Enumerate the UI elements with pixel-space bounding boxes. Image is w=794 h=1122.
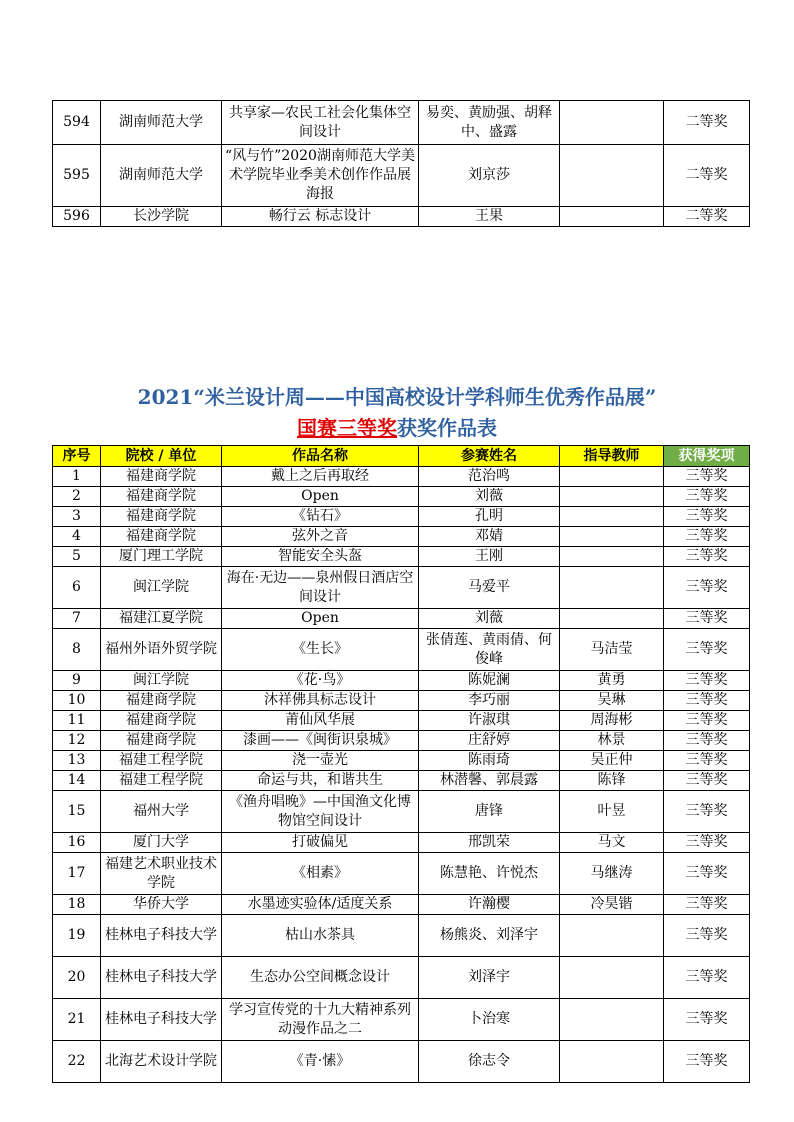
cell-school: 福建艺术职业技术学院 (101, 853, 222, 895)
cell-award: 二等奖 (664, 101, 750, 145)
cell-school: 福建商学院 (101, 487, 222, 507)
table-row (53, 467, 750, 487)
cell-work: 戴上之后再取经 (222, 467, 419, 487)
header-names: 参赛姓名 (419, 446, 560, 467)
cell-school: 福建商学院 (101, 467, 222, 487)
cell-school: 湖南师范大学 (101, 101, 222, 145)
table-row (53, 791, 750, 833)
cell-award: 三等奖 (664, 731, 750, 751)
cell-no: 8 (53, 629, 101, 671)
cell-work: 畅行云 标志设计 (222, 207, 419, 227)
cell-school: 桂林电子科技大学 (101, 999, 222, 1041)
cell-no: 595 (53, 145, 101, 207)
top-awards-table (52, 100, 750, 227)
cell-no: 21 (53, 999, 101, 1041)
cell-award: 三等奖 (664, 547, 750, 567)
header-school: 院校 / 单位 (101, 446, 222, 467)
cell-teacher (560, 145, 664, 207)
cell-teacher: 周海彬 (560, 711, 664, 731)
page-subtitle (0, 412, 794, 441)
cell-no: 596 (53, 207, 101, 227)
cell-school: 闽江学院 (101, 567, 222, 609)
cell-teacher (560, 547, 664, 567)
cell-no: 4 (53, 527, 101, 547)
cell-no: 11 (53, 711, 101, 731)
cell-teacher: 叶昱 (560, 791, 664, 833)
cell-school: 闽江学院 (101, 671, 222, 691)
cell-work: 《相素》 (222, 853, 419, 895)
cell-names: 张倩莲、黄雨倩、何俊峰 (419, 629, 560, 671)
table-row (53, 527, 750, 547)
cell-work: 学习宣传党的十九大精神系列动漫作品之二 (222, 999, 419, 1041)
cell-award: 三等奖 (664, 691, 750, 711)
cell-names: 陈雨琦 (419, 751, 560, 771)
cell-no: 22 (53, 1041, 101, 1083)
cell-no: 20 (53, 957, 101, 999)
table-row (53, 731, 750, 751)
cell-school: 湖南师范大学 (101, 145, 222, 207)
cell-names: 刘薇 (419, 487, 560, 507)
cell-names: 杨熊炎、刘泽宇 (419, 915, 560, 957)
subtitle-highlight: 国赛三等奖 (297, 416, 397, 440)
cell-school: 厦门理工学院 (101, 547, 222, 567)
table-row (53, 999, 750, 1041)
cell-school: 北海艺术设计学院 (101, 1041, 222, 1083)
header-no: 序号 (53, 446, 101, 467)
table-row (53, 507, 750, 527)
cell-names: 易奕、黄励强、胡释中、盛露 (419, 101, 560, 145)
cell-teacher: 黄勇 (560, 671, 664, 691)
cell-work: 莆仙风华展 (222, 711, 419, 731)
cell-no: 5 (53, 547, 101, 567)
cell-teacher (560, 527, 664, 547)
cell-names: 孔明 (419, 507, 560, 527)
cell-names: 王刚 (419, 547, 560, 567)
cell-work: 打破偏见 (222, 833, 419, 853)
cell-teacher (560, 957, 664, 999)
cell-school: 福建商学院 (101, 711, 222, 731)
cell-school: 福建江夏学院 (101, 609, 222, 629)
cell-teacher: 冷昊锴 (560, 895, 664, 915)
table-row (53, 567, 750, 609)
cell-teacher (560, 487, 664, 507)
cell-award: 三等奖 (664, 671, 750, 691)
cell-school: 厦门大学 (101, 833, 222, 853)
cell-award: 三等奖 (664, 487, 750, 507)
cell-names: 卜治寒 (419, 999, 560, 1041)
cell-names: 马爱平 (419, 567, 560, 609)
cell-school: 福建商学院 (101, 507, 222, 527)
cell-teacher (560, 567, 664, 609)
cell-award: 三等奖 (664, 567, 750, 609)
cell-award: 三等奖 (664, 527, 750, 547)
cell-school: 华侨大学 (101, 895, 222, 915)
cell-work: 弦外之音 (222, 527, 419, 547)
cell-names: 刘薇 (419, 609, 560, 629)
cell-teacher (560, 101, 664, 145)
cell-no: 18 (53, 895, 101, 915)
cell-work: “风与竹”2020湖南师范大学美术学院毕业季美术创作作品展海报 (222, 145, 419, 207)
cell-award: 三等奖 (664, 467, 750, 487)
table-row (53, 853, 750, 895)
cell-no: 16 (53, 833, 101, 853)
table-row (53, 957, 750, 999)
subtitle-rest: 获奖作品表 (397, 416, 497, 440)
table-header-row (53, 446, 750, 467)
cell-school: 福建工程学院 (101, 751, 222, 771)
cell-award: 三等奖 (664, 915, 750, 957)
cell-teacher: 陈锋 (560, 771, 664, 791)
cell-work: 智能安全头盔 (222, 547, 419, 567)
cell-no: 9 (53, 671, 101, 691)
table-row (53, 547, 750, 567)
cell-no: 12 (53, 731, 101, 751)
cell-school: 福州外语外贸学院 (101, 629, 222, 671)
cell-work: 沐祥佛具标志设计 (222, 691, 419, 711)
cell-school: 福建商学院 (101, 691, 222, 711)
cell-award: 二等奖 (664, 207, 750, 227)
table-row (53, 691, 750, 711)
table-row (53, 487, 750, 507)
cell-names: 王果 (419, 207, 560, 227)
header-work: 作品名称 (222, 446, 419, 467)
cell-award: 三等奖 (664, 1041, 750, 1083)
cell-award: 三等奖 (664, 833, 750, 853)
cell-names: 许瀚樱 (419, 895, 560, 915)
cell-no: 6 (53, 567, 101, 609)
cell-teacher (560, 467, 664, 487)
cell-no: 3 (53, 507, 101, 527)
cell-no: 1 (53, 467, 101, 487)
cell-names: 邓婧 (419, 527, 560, 547)
cell-teacher: 吴琳 (560, 691, 664, 711)
cell-award: 三等奖 (664, 999, 750, 1041)
cell-school: 桂林电子科技大学 (101, 957, 222, 999)
cell-teacher (560, 207, 664, 227)
cell-teacher: 林景 (560, 731, 664, 751)
cell-no: 15 (53, 791, 101, 833)
cell-award: 三等奖 (664, 609, 750, 629)
cell-award: 三等奖 (664, 771, 750, 791)
cell-school: 桂林电子科技大学 (101, 915, 222, 957)
table-row (53, 101, 750, 145)
cell-teacher (560, 915, 664, 957)
cell-names: 唐锋 (419, 791, 560, 833)
cell-names: 徐志令 (419, 1041, 560, 1083)
cell-work: 《生长》 (222, 629, 419, 671)
cell-award: 二等奖 (664, 145, 750, 207)
cell-teacher: 马洁莹 (560, 629, 664, 671)
cell-work: 《花·鸟》 (222, 671, 419, 691)
cell-work: 漆画——《闽街识泉城》 (222, 731, 419, 751)
table-row (53, 771, 750, 791)
cell-school: 福州大学 (101, 791, 222, 833)
cell-names: 庄舒婷 (419, 731, 560, 751)
cell-names: 邢凯荣 (419, 833, 560, 853)
cell-names: 李巧丽 (419, 691, 560, 711)
cell-award: 三等奖 (664, 507, 750, 527)
cell-names: 林潜馨、郭晨露 (419, 771, 560, 791)
cell-award: 三等奖 (664, 957, 750, 999)
cell-no: 17 (53, 853, 101, 895)
table-row (53, 711, 750, 731)
table-row (53, 915, 750, 957)
cell-teacher (560, 1041, 664, 1083)
table-row (53, 751, 750, 771)
cell-work: 生态办公空间概念设计 (222, 957, 419, 999)
table-row (53, 833, 750, 853)
cell-no: 2 (53, 487, 101, 507)
cell-teacher: 马继涛 (560, 853, 664, 895)
cell-names: 陈慧艳、许悦杰 (419, 853, 560, 895)
top-table-body (53, 101, 750, 227)
cell-school: 福建商学院 (101, 731, 222, 751)
page-title: 2021“米兰设计周——中国高校设计学科师生优秀作品展” (137, 385, 657, 409)
cell-award: 三等奖 (664, 629, 750, 671)
cell-work: 枯山水茶具 (222, 915, 419, 957)
cell-work: 《渔舟唱晚》—中国渔文化博物馆空间设计 (222, 791, 419, 833)
cell-work: 水墨迹实验体/适度关系 (222, 895, 419, 915)
table-row (53, 207, 750, 227)
cell-no: 13 (53, 751, 101, 771)
cell-work: 《钻石》 (222, 507, 419, 527)
header-award: 获得奖项 (664, 446, 750, 467)
cell-no: 10 (53, 691, 101, 711)
cell-teacher (560, 609, 664, 629)
cell-no: 19 (53, 915, 101, 957)
cell-work: Open (222, 609, 419, 629)
cell-names: 许淑琪 (419, 711, 560, 731)
table-row (53, 671, 750, 691)
cell-names: 范治鸣 (419, 467, 560, 487)
awards-table-body (53, 467, 750, 1083)
cell-work: 浇一壶光 (222, 751, 419, 771)
awards-table (52, 445, 750, 1083)
cell-names: 刘泽宇 (419, 957, 560, 999)
cell-no: 594 (53, 101, 101, 145)
cell-award: 三等奖 (664, 895, 750, 915)
cell-teacher (560, 507, 664, 527)
cell-award: 三等奖 (664, 751, 750, 771)
cell-no: 7 (53, 609, 101, 629)
table-row (53, 145, 750, 207)
cell-no: 14 (53, 771, 101, 791)
header-teacher: 指导教师 (560, 446, 664, 467)
cell-teacher (560, 999, 664, 1041)
cell-teacher: 马文 (560, 833, 664, 853)
table-row (53, 609, 750, 629)
table-row (53, 895, 750, 915)
table-row (53, 629, 750, 671)
cell-names: 陈妮澜 (419, 671, 560, 691)
cell-award: 三等奖 (664, 791, 750, 833)
cell-work: 海在·无边——泉州假日酒店空间设计 (222, 567, 419, 609)
cell-work: 共享家—农民工社会化集体空间设计 (222, 101, 419, 145)
cell-school: 长沙学院 (101, 207, 222, 227)
cell-work: 命运与共，和谐共生 (222, 771, 419, 791)
cell-award: 三等奖 (664, 711, 750, 731)
cell-names: 刘京莎 (419, 145, 560, 207)
cell-work: Open (222, 487, 419, 507)
cell-school: 福建工程学院 (101, 771, 222, 791)
cell-school: 福建商学院 (101, 527, 222, 547)
cell-teacher: 吴正仲 (560, 751, 664, 771)
cell-award: 三等奖 (664, 853, 750, 895)
table-row (53, 1041, 750, 1083)
cell-work: 《青·愫》 (222, 1041, 419, 1083)
